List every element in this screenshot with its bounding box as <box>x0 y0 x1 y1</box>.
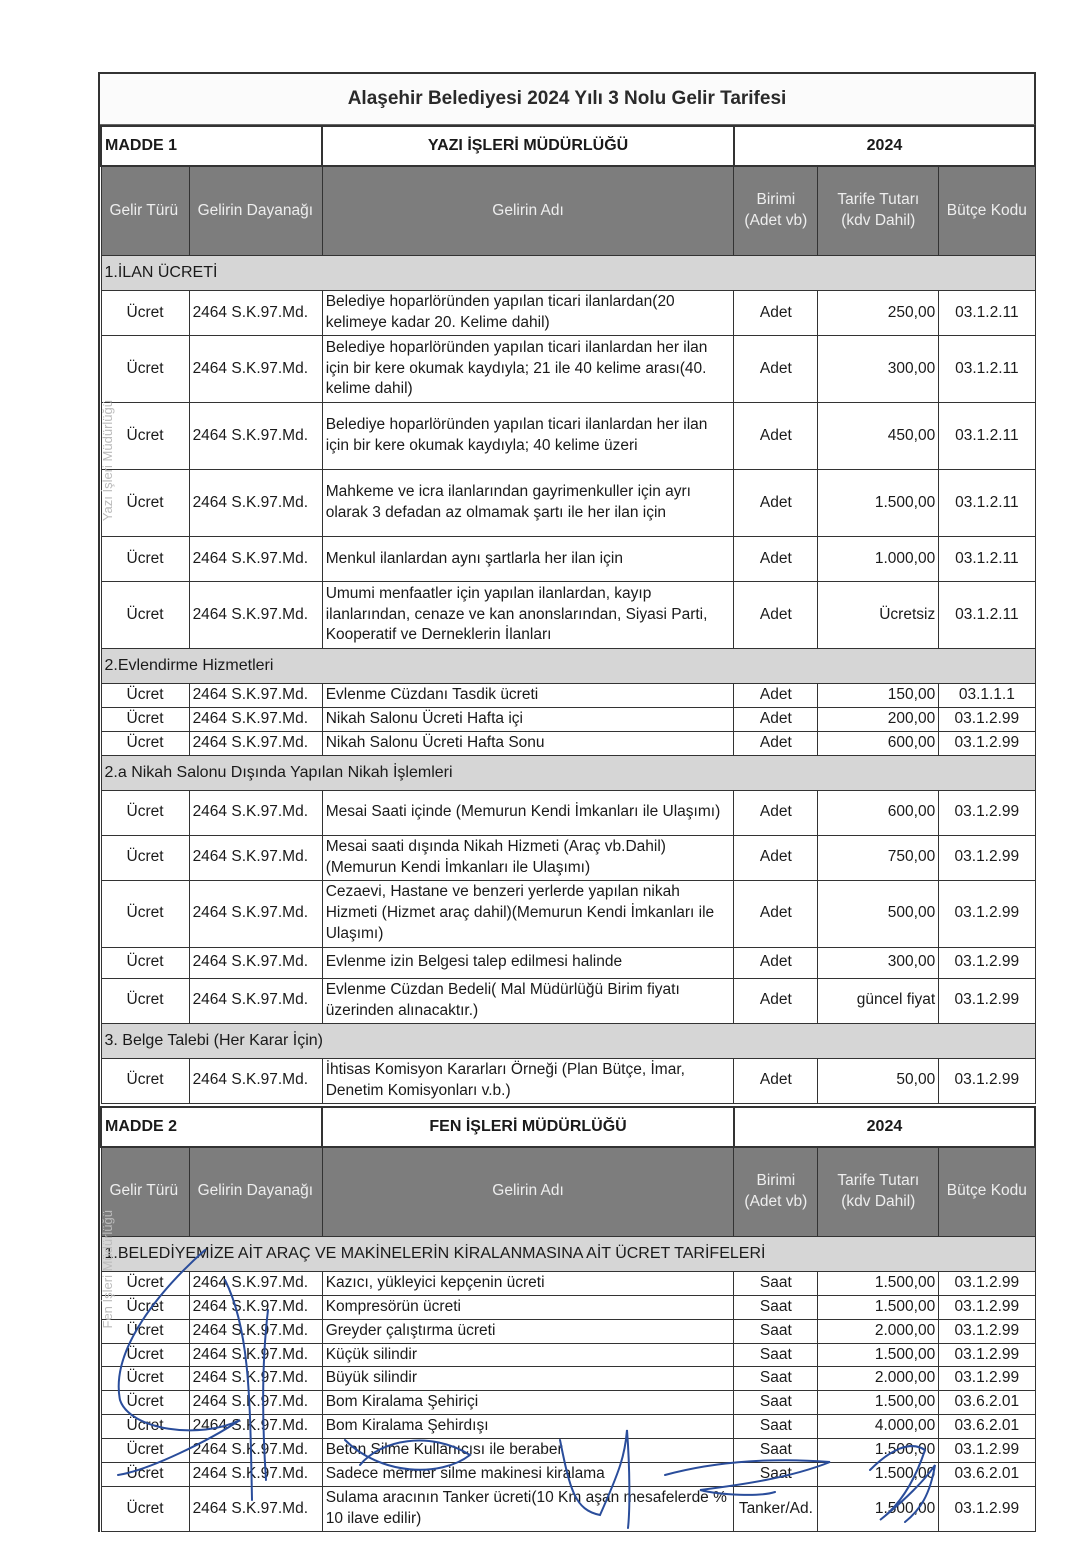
dayanak-cell: 2464 S.K.97.Md. <box>189 537 322 582</box>
dayanak-cell: 2464 S.K.97.Md. <box>189 403 322 470</box>
tarife-tutari-cell: 4.000,00 <box>818 1415 939 1439</box>
gelir-adi-cell: Bom Kiralama Şehiriçi <box>322 1391 734 1415</box>
table-row <box>101 291 1035 336</box>
table-row <box>101 1319 1035 1343</box>
gelir-turu-cell: Ücret <box>101 1271 189 1295</box>
butce-kodu-cell: 03.6.2.01 <box>939 1391 1035 1415</box>
dayanak-cell: 2464 S.K.97.Md. <box>189 947 322 978</box>
dayanak-cell: 2464 S.K.97.Md. <box>189 1487 322 1532</box>
butce-kodu-cell: 03.1.2.99 <box>939 1295 1035 1319</box>
tarife-tutari-cell: 450,00 <box>818 403 939 470</box>
table-row <box>101 1343 1035 1367</box>
tarife-tutari-cell: 1.500,00 <box>818 1487 939 1532</box>
tarife-tutari-cell: 50,00 <box>818 1058 939 1103</box>
header-gelir-turu: Gelir Türü <box>101 1147 189 1237</box>
tarife-tutari-cell: 1.500,00 <box>818 1391 939 1415</box>
gelir-turu-cell: Ücret <box>101 582 189 649</box>
dayanak-cell: 2464 S.K.97.Md. <box>189 707 322 731</box>
gelir-adi-cell: Kompresörün ücreti <box>322 1295 734 1319</box>
table-row <box>101 1271 1035 1295</box>
tarife-tutari-cell: 1.500,00 <box>818 1271 939 1295</box>
butce-kodu-cell: 03.1.2.99 <box>939 835 1035 880</box>
header-tarife: Tarife Tutarı (kdv Dahil) <box>818 1147 939 1237</box>
birim-cell: Adet <box>734 537 818 582</box>
gelir-adi-cell: İhtisas Komisyon Kararları Örneği (Plan Bütçe, İmar, Denetim Komisyonları v.b.) <box>322 1058 734 1103</box>
tarife-tutari-cell: 1.000,00 <box>818 537 939 582</box>
gelir-turu-cell: Ücret <box>101 1487 189 1532</box>
gelir-turu-cell: Ücret <box>101 707 189 731</box>
side-label-yazi-isleri: Yazı İşleri Müdürlüğü <box>100 400 115 522</box>
table-row <box>101 582 1035 649</box>
table-row <box>101 1487 1035 1532</box>
gelir-adi-cell: Mesai Saati içinde (Memurun Kendi İmkanları ile Ulaşımı) <box>322 790 734 835</box>
birim-cell: Adet <box>734 707 818 731</box>
birim-cell: Saat <box>734 1319 818 1343</box>
dayanak-cell: 2464 S.K.97.Md. <box>189 1319 322 1343</box>
dayanak-cell: 2464 S.K.97.Md. <box>189 1391 322 1415</box>
header-birimi: Birimi (Adet vb) <box>734 166 818 256</box>
butce-kodu-cell: 03.1.2.11 <box>939 403 1035 470</box>
birim-cell: Saat <box>734 1415 818 1439</box>
table-row <box>101 1058 1035 1103</box>
birim-cell: Adet <box>734 291 818 336</box>
tarife-tutari-cell: 1.500,00 <box>818 1343 939 1367</box>
section-title: 3. Belge Talebi (Her Karar İçin) <box>101 1023 1035 1058</box>
tarife-tutari-cell: 2.000,00 <box>818 1319 939 1343</box>
gelir-turu-cell: Ücret <box>101 790 189 835</box>
butce-kodu-cell: 03.1.2.11 <box>939 470 1035 537</box>
gelir-turu-cell: Ücret <box>101 1463 189 1487</box>
table-row <box>101 1391 1035 1415</box>
tarife-tutari-cell: 500,00 <box>818 880 939 947</box>
dayanak-cell: 2464 S.K.97.Md. <box>189 1295 322 1319</box>
tarife-tutari-cell: 600,00 <box>818 790 939 835</box>
tarife-tutari-cell: 1.500,00 <box>818 1295 939 1319</box>
gelir-adi-cell: Mesai saati dışında Nikah Hizmeti (Araç vb.Dahil)(Memurun Kendi İmkanları ile Ulaşımı) <box>322 835 734 880</box>
table-row <box>101 470 1035 537</box>
tariff-document <box>98 72 1036 1532</box>
dayanak-cell: 2464 S.K.97.Md. <box>189 470 322 537</box>
birim-cell: Saat <box>734 1391 818 1415</box>
gelir-turu-cell: Ücret <box>101 731 189 755</box>
gelir-adi-cell: Evlenme izin Belgesi talep edilmesi halinde <box>322 947 734 978</box>
butce-kodu-cell: 03.1.2.99 <box>939 1319 1035 1343</box>
gelir-adi-cell: Sulama aracının Tanker ücreti(10 Km aşan mesafelerde % 10 ilave edilir) <box>322 1487 734 1532</box>
butce-kodu-cell: 03.6.2.01 <box>939 1463 1035 1487</box>
birim-cell: Saat <box>734 1439 818 1463</box>
dayanak-cell: 2464 S.K.97.Md. <box>189 582 322 649</box>
gelir-turu-cell: Ücret <box>101 947 189 978</box>
birim-cell: Adet <box>734 731 818 755</box>
dayanak-cell: 2464 S.K.97.Md. <box>189 1367 322 1391</box>
document-title: Alaşehir Belediyesi 2024 Yılı 3 Nolu Gelir Tarifesi <box>100 74 1036 125</box>
butce-kodu-cell: 03.1.2.11 <box>939 582 1035 649</box>
gelir-turu-cell: Ücret <box>101 403 189 470</box>
dayanak-cell: 2464 S.K.97.Md. <box>189 1058 322 1103</box>
butce-kodu-cell: 03.1.2.11 <box>939 336 1035 403</box>
dayanak-cell: 2464 S.K.97.Md. <box>189 835 322 880</box>
dayanak-cell: 2464 S.K.97.Md. <box>189 1439 322 1463</box>
gelir-turu-cell: Ücret <box>101 1391 189 1415</box>
tarife-tutari-cell: 1.500,00 <box>818 470 939 537</box>
birim-cell: Adet <box>734 835 818 880</box>
gelir-adi-cell: Kazıcı, yükleyici kepçenin ücreti <box>322 1271 734 1295</box>
gelir-adi-cell: Sadece mermer silme makinesi kiralama <box>322 1463 734 1487</box>
tarife-tutari-cell: güncel fiyat <box>818 978 939 1023</box>
butce-kodu-cell: 03.1.2.99 <box>939 790 1035 835</box>
header-tarife: Tarife Tutarı (kdv Dahil) <box>818 166 939 256</box>
tarife-tutari-cell: 300,00 <box>818 947 939 978</box>
madde1-department: YAZI İŞLERİ MÜDÜRLÜĞÜ <box>322 126 734 166</box>
table-row <box>101 978 1035 1023</box>
tarife-tutari-cell: 200,00 <box>818 707 939 731</box>
header-gelir-turu: Gelir Türü <box>101 166 189 256</box>
section-title: 2.a Nikah Salonu Dışında Yapılan Nikah İşlemleri <box>101 755 1035 790</box>
table-row <box>101 403 1035 470</box>
birim-cell: Saat <box>734 1463 818 1487</box>
tarife-tutari-cell: 750,00 <box>818 835 939 880</box>
gelir-adi-cell: Belediye hoparlöründen yapılan ticari ilanlardan her ilan için bir kere okumak kaydıyla; 40 kelime üzeri <box>322 403 734 470</box>
birim-cell: Saat <box>734 1343 818 1367</box>
gelir-turu-cell: Ücret <box>101 835 189 880</box>
table-row <box>101 790 1035 835</box>
table-row <box>101 731 1035 755</box>
gelir-turu-cell: Ücret <box>101 1367 189 1391</box>
madde1-table <box>100 125 1036 1104</box>
birim-cell: Adet <box>734 470 818 537</box>
table-row <box>101 880 1035 947</box>
gelir-adi-cell: Evlenme Cüzdanı Tasdik ücreti <box>322 684 734 708</box>
madde1-label: MADDE 1 <box>101 126 322 166</box>
section-title: 1.BELEDİYEMİZE AİT ARAÇ VE MAKİNELERİN KİRALANMASINA AİT ÜCRET TARİFELERİ <box>101 1236 1035 1271</box>
table-row <box>101 336 1035 403</box>
gelir-turu-cell: Ücret <box>101 1319 189 1343</box>
birim-cell: Adet <box>734 947 818 978</box>
madde2-year: 2024 <box>734 1107 1035 1147</box>
butce-kodu-cell: 03.1.2.99 <box>939 1487 1035 1532</box>
butce-kodu-cell: 03.1.2.99 <box>939 731 1035 755</box>
dayanak-cell: 2464 S.K.97.Md. <box>189 336 322 403</box>
gelir-adi-cell: Belediye hoparlöründen yapılan ticari ilanlardan(20 kelimeye kadar 20. Kelime dahil) <box>322 291 734 336</box>
butce-kodu-cell: 03.1.2.11 <box>939 537 1035 582</box>
birim-cell: Adet <box>734 880 818 947</box>
butce-kodu-cell: 03.1.2.99 <box>939 1271 1035 1295</box>
section-title: 2.Evlendirme Hizmetleri <box>101 649 1035 684</box>
birim-cell: Tanker/Ad. <box>734 1487 818 1532</box>
gelir-turu-cell: Ücret <box>101 1295 189 1319</box>
butce-kodu-cell: 03.1.2.99 <box>939 1343 1035 1367</box>
tarife-tutari-cell: 150,00 <box>818 684 939 708</box>
birim-cell: Adet <box>734 403 818 470</box>
table-row <box>101 947 1035 978</box>
table-row <box>101 707 1035 731</box>
tarife-tutari-cell: 1.500,00 <box>818 1439 939 1463</box>
birim-cell: Adet <box>734 1058 818 1103</box>
madde2-department: FEN İŞLERİ MÜDÜRLÜĞÜ <box>322 1107 734 1147</box>
table-row <box>101 1367 1035 1391</box>
gelir-adi-cell: Menkul ilanlardan aynı şartlarla her ilan için <box>322 537 734 582</box>
tarife-tutari-cell: 250,00 <box>818 291 939 336</box>
table-row <box>101 684 1035 708</box>
butce-kodu-cell: 03.1.1.1 <box>939 684 1035 708</box>
gelir-adi-cell: Belediye hoparlöründen yapılan ticari ilanlardan her ilan için bir kere okumak kaydıyla; 21 ile 40 kelime arası(40. kelime dahil) <box>322 336 734 403</box>
birim-cell: Adet <box>734 336 818 403</box>
butce-kodu-cell: 03.1.2.99 <box>939 947 1035 978</box>
dayanak-cell: 2464 S.K.97.Md. <box>189 978 322 1023</box>
birim-cell: Saat <box>734 1367 818 1391</box>
header-birimi: Birimi (Adet vb) <box>734 1147 818 1237</box>
gelir-adi-cell: Büyük silindir <box>322 1367 734 1391</box>
birim-cell: Adet <box>734 790 818 835</box>
gelir-adi-cell: Nikah Salonu Ücreti Hafta içi <box>322 707 734 731</box>
tarife-tutari-cell: 600,00 <box>818 731 939 755</box>
madde2-table <box>100 1106 1036 1532</box>
gelir-turu-cell: Ücret <box>101 291 189 336</box>
dayanak-cell: 2464 S.K.97.Md. <box>189 1343 322 1367</box>
butce-kodu-cell: 03.1.2.99 <box>939 880 1035 947</box>
gelir-turu-cell: Ücret <box>101 1343 189 1367</box>
butce-kodu-cell: 03.1.2.99 <box>939 1367 1035 1391</box>
madde1-year: 2024 <box>734 126 1035 166</box>
dayanak-cell: 2464 S.K.97.Md. <box>189 1415 322 1439</box>
gelir-turu-cell: Ücret <box>101 978 189 1023</box>
gelir-turu-cell: Ücret <box>101 880 189 947</box>
dayanak-cell: 2464 S.K.97.Md. <box>189 880 322 947</box>
butce-kodu-cell: 03.1.2.99 <box>939 707 1035 731</box>
gelir-adi-cell: Greyder çalıştırma ücreti <box>322 1319 734 1343</box>
gelir-adi-cell: Nikah Salonu Ücreti Hafta Sonu <box>322 731 734 755</box>
gelir-adi-cell: Evlenme Cüzdan Bedeli( Mal Müdürlüğü Birim fiyatı üzerinden alınacaktır.) <box>322 978 734 1023</box>
birim-cell: Saat <box>734 1295 818 1319</box>
dayanak-cell: 2464 S.K.97.Md. <box>189 731 322 755</box>
header-butce-kodu: Bütçe Kodu <box>939 166 1035 256</box>
header-dayanak: Gelirin Dayanağı <box>189 166 322 256</box>
butce-kodu-cell: 03.1.2.99 <box>939 1058 1035 1103</box>
header-gelir-adi: Gelirin Adı <box>322 1147 734 1237</box>
birim-cell: Adet <box>734 684 818 708</box>
header-gelir-adi: Gelirin Adı <box>322 166 734 256</box>
madde2-label: MADDE 2 <box>101 1107 322 1147</box>
butce-kodu-cell: 03.1.2.11 <box>939 291 1035 336</box>
tarife-tutari-cell: 300,00 <box>818 336 939 403</box>
tarife-tutari-cell: 1.500,00 <box>818 1463 939 1487</box>
gelir-turu-cell: Ücret <box>101 1439 189 1463</box>
table-row <box>101 1463 1035 1487</box>
gelir-adi-cell: Mahkeme ve icra ilanlarından gayrimenkuller için ayrı olarak 3 defadan az olmamak şartı ile her ilan için <box>322 470 734 537</box>
gelir-adi-cell: Cezaevi, Hastane ve benzeri yerlerde yapılan nikah Hizmeti (Hizmet araç dahil)(Memurun Kendi İmkanları ile Ulaşımı) <box>322 880 734 947</box>
side-label-fen-isleri: Fen İşleri Müdürlüğü <box>100 1210 115 1329</box>
table-row <box>101 1295 1035 1319</box>
dayanak-cell: 2464 S.K.97.Md. <box>189 790 322 835</box>
gelir-turu-cell: Ücret <box>101 470 189 537</box>
gelir-adi-cell: Küçük silindir <box>322 1343 734 1367</box>
dayanak-cell: 2464 S.K.97.Md. <box>189 291 322 336</box>
gelir-turu-cell: Ücret <box>101 1415 189 1439</box>
birim-cell: Adet <box>734 978 818 1023</box>
gelir-adi-cell: Umumi menfaatler için yapılan ilanlardan, kayıp ilanlarından, cenaze ve kan anonslarından, Siyasi Parti, Kooperatif ve Derneklerin İlanları <box>322 582 734 649</box>
tarife-tutari-cell: Ücretsiz <box>818 582 939 649</box>
gelir-turu-cell: Ücret <box>101 684 189 708</box>
butce-kodu-cell: 03.6.2.01 <box>939 1415 1035 1439</box>
table-row <box>101 537 1035 582</box>
gelir-adi-cell: Bom Kiralama Şehirdışı <box>322 1415 734 1439</box>
section-title: 1.İLAN ÜCRETİ <box>101 256 1035 291</box>
butce-kodu-cell: 03.1.2.99 <box>939 1439 1035 1463</box>
header-butce-kodu: Bütçe Kodu <box>939 1147 1035 1237</box>
gelir-turu-cell: Ücret <box>101 1058 189 1103</box>
dayanak-cell: 2464 S.K.97.Md. <box>189 1271 322 1295</box>
table-row <box>101 1415 1035 1439</box>
gelir-turu-cell: Ücret <box>101 537 189 582</box>
birim-cell: Adet <box>734 582 818 649</box>
butce-kodu-cell: 03.1.2.99 <box>939 978 1035 1023</box>
table-row <box>101 1439 1035 1463</box>
header-dayanak: Gelirin Dayanağı <box>189 1147 322 1237</box>
gelir-turu-cell: Ücret <box>101 336 189 403</box>
dayanak-cell: 2464 S.K.97.Md. <box>189 1463 322 1487</box>
table-row <box>101 835 1035 880</box>
birim-cell: Saat <box>734 1271 818 1295</box>
tarife-tutari-cell: 2.000,00 <box>818 1367 939 1391</box>
gelir-adi-cell: Beton Silme Kullanıcısı ile beraber <box>322 1439 734 1463</box>
dayanak-cell: 2464 S.K.97.Md. <box>189 684 322 708</box>
